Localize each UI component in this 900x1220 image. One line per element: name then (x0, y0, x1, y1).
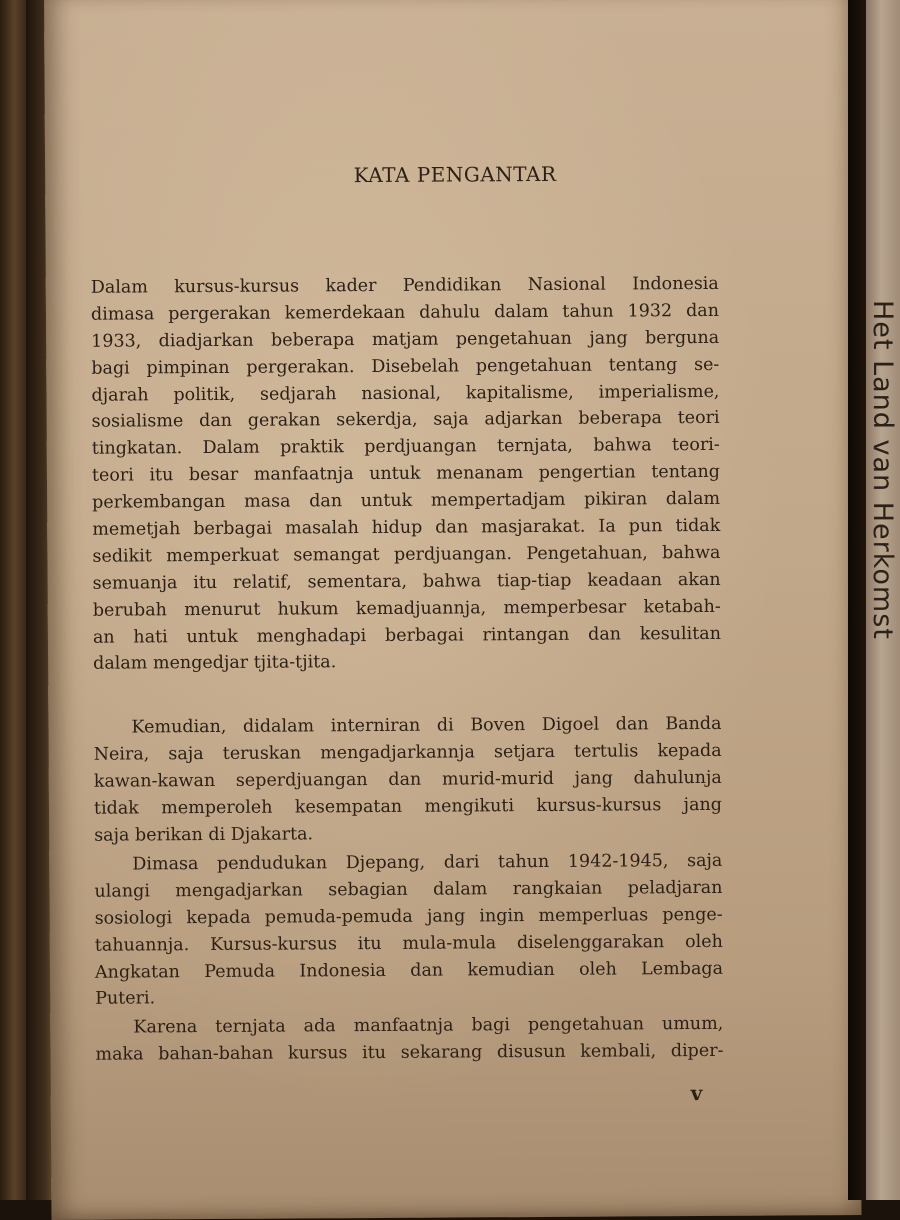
text-line: sosiologi kepada pemuda-pemuda jang ingin memperluas penge- (94, 904, 723, 929)
text-line: tingkatan. Dalam praktik perdjuangan ternjata, bahwa teori- (91, 435, 720, 460)
text-line: dimasa pergerakan kemerdekaan dahulu dalam tahun 1932 dan (90, 300, 720, 325)
text-line: Angkatan Pemuda Indonesia dan kemudian oleh Lembaga (94, 958, 724, 983)
text-line: 1933, diadjarkan beberapa matjam pengetahuan jang berguna (91, 327, 720, 352)
text-line: Neira, saja teruskan mengadjarkannja setjara tertulis kepada (93, 740, 722, 765)
paragraph-1 (91, 271, 721, 678)
paragraph-3 (94, 848, 723, 1013)
text-line: ulangi mengadjarkan sebagian dalam rangkaian peladjaran (94, 877, 723, 902)
text-line: an hati untuk menghadapi berbagai rintangan dan kesulitan (92, 623, 722, 648)
text-line: tahuannja. Kursus-kursus itu mula-mula diselenggarakan oleh (94, 931, 723, 956)
book-page (44, 0, 861, 1220)
text-line: perkembangan masa dan untuk mempertadjam pikiran dalam (92, 489, 721, 513)
text-line: Kemudian, didalam interniran di Boven Digoel dan Banda (131, 713, 722, 738)
text-line: teori itu besar manfaatnja untuk menanam pengertian tentang (91, 462, 721, 486)
neighbouring-book-spine (866, 0, 900, 1200)
text-line: maka bahan-bahan kursus itu sekarang disusun kembali, diper- (95, 1040, 724, 1065)
text-line: bagi pimpinan pergerakan. Disebelah pengetahuan tentang se- (91, 354, 720, 379)
paragraph-2 (93, 711, 722, 849)
paragraph-4 (95, 1011, 723, 1069)
page-number: v (690, 1080, 703, 1106)
text-line: Dimasa pendudukan Djepang, dari tahun 1942-1945, saja (132, 850, 723, 875)
text-line: Karena ternjata ada manfaatnja bagi pengetahuan umum, (133, 1013, 724, 1038)
text-line: Dalam kursus-kursus kader Pendidikan Nasional Indonesia (90, 273, 719, 298)
text-line: sosialisme dan gerakan sekerdja, saja adjarkan beberapa teori (91, 408, 720, 433)
text-line: memetjah berbagai masalah hidup dan masjarakat. Ia pun tidak (92, 515, 721, 540)
spine-title: Het Land van Herkomst (867, 300, 898, 640)
text-line: berubah menurut hukum kemadjuannja, memperbesar ketabah- (92, 596, 721, 621)
text-line: tidak memperoleh kesempatan mengikuti kursus-kursus jang (93, 794, 723, 819)
text-line: Puteri. (95, 988, 156, 1010)
text-line: kawan-kawan seperdjuangan dan murid-murid jang dahulunja (93, 767, 722, 792)
text-line: semuanja itu relatif, sementara, bahwa tiap-tiap keadaan akan (92, 569, 721, 594)
text-line: dalam mengedjar tjita-tjita. (93, 652, 337, 675)
facing-page-edge (0, 0, 26, 1200)
text-line: saja berikan di Djakarta. (94, 823, 314, 846)
text-line: sedikit memperkuat semangat perdjuangan. Pengetahuan, bahwa (92, 542, 721, 567)
page-title: KATA PENGANTAR (353, 161, 557, 188)
text-line: djarah politik, sedjarah nasional, kapitalisme, imperialisme, (91, 381, 720, 406)
